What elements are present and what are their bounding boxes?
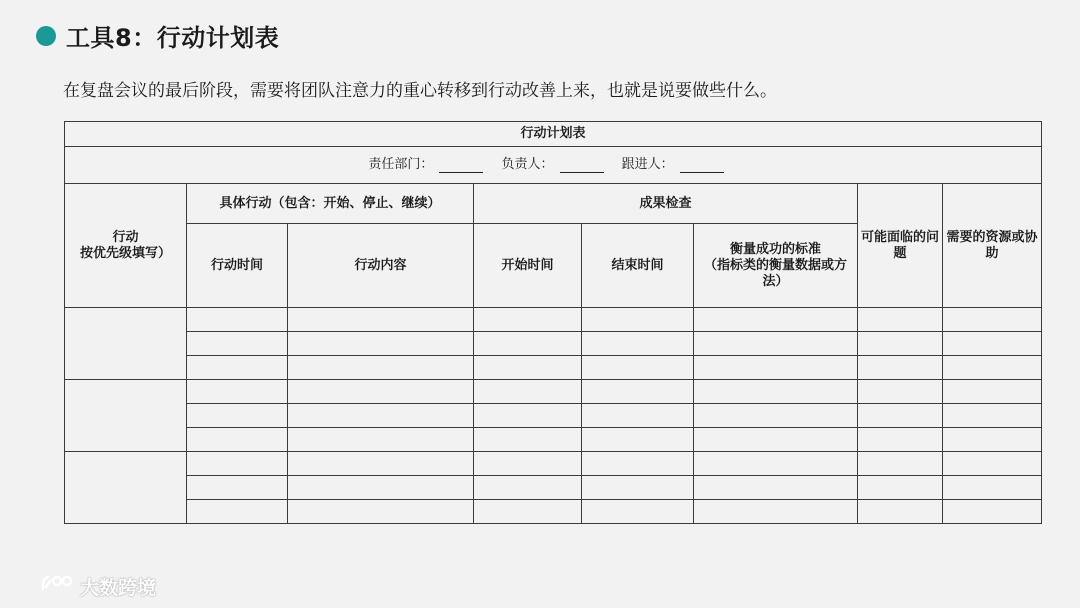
table-cell[interactable] — [187, 500, 288, 524]
table-title: 行动计划表 — [65, 122, 1042, 147]
watermark-text: 大数跨境 — [80, 577, 157, 599]
table-cell[interactable] — [582, 404, 694, 428]
bullet-dot-icon — [36, 26, 56, 46]
table-cell[interactable] — [187, 428, 288, 452]
table-cell[interactable] — [858, 308, 943, 332]
table-cell[interactable] — [694, 428, 858, 452]
table-cell[interactable] — [858, 356, 943, 380]
table-cell[interactable] — [288, 308, 474, 332]
table-cell[interactable] — [694, 476, 858, 500]
table-cell[interactable] — [943, 452, 1042, 476]
table-cell[interactable] — [943, 308, 1042, 332]
action-cell[interactable] — [65, 452, 187, 524]
table-cell[interactable] — [474, 476, 582, 500]
follower-label: 跟进人： — [621, 157, 674, 172]
table-cell[interactable] — [582, 332, 694, 356]
table-cell[interactable] — [694, 404, 858, 428]
owner-label: 负责人： — [501, 157, 554, 172]
table-cell[interactable] — [858, 404, 943, 428]
table-cell[interactable] — [187, 380, 288, 404]
table-cell[interactable] — [288, 428, 474, 452]
table-cell[interactable] — [582, 452, 694, 476]
table-cell[interactable] — [582, 428, 694, 452]
table-cell[interactable] — [474, 452, 582, 476]
table-cell[interactable] — [187, 404, 288, 428]
slide-title-row — [36, 18, 279, 53]
table-cell[interactable] — [582, 476, 694, 500]
action-plan-table — [64, 121, 1042, 524]
table-cell[interactable] — [858, 332, 943, 356]
header-action: 行动 按优先级填写） — [65, 184, 187, 308]
owner-blank[interactable] — [560, 172, 604, 173]
table-cell[interactable] — [474, 380, 582, 404]
table-cell[interactable] — [474, 332, 582, 356]
dept-blank[interactable] — [439, 172, 483, 173]
table-cell[interactable] — [943, 404, 1042, 428]
table-cell[interactable] — [474, 356, 582, 380]
slide-subtitle: 在复盘会议的最后阶段，需要将团队注意力的重心转移到行动改善上来，也就是说要做些什么。 — [63, 81, 777, 101]
table-cell[interactable] — [943, 332, 1042, 356]
header-end-time: 结束时间 — [582, 224, 694, 308]
table-cell[interactable] — [187, 476, 288, 500]
table-cell[interactable] — [474, 404, 582, 428]
table-cell[interactable] — [694, 308, 858, 332]
table-cell[interactable] — [943, 476, 1042, 500]
table-cell[interactable] — [943, 380, 1042, 404]
table-cell[interactable] — [288, 500, 474, 524]
header-result-check: 成果检查 — [474, 184, 858, 224]
table-cell[interactable] — [858, 500, 943, 524]
responsibility-row — [65, 147, 1042, 184]
table-cell[interactable] — [187, 332, 288, 356]
table-cell[interactable] — [187, 356, 288, 380]
table-cell[interactable] — [187, 452, 288, 476]
header-action-content: 行动内容 — [288, 224, 474, 308]
table-cell[interactable] — [858, 428, 943, 452]
action-cell[interactable] — [65, 380, 187, 452]
table-cell[interactable] — [187, 308, 288, 332]
table-cell[interactable] — [943, 500, 1042, 524]
table-cell[interactable] — [474, 428, 582, 452]
table-cell[interactable] — [694, 500, 858, 524]
table-cell[interactable] — [943, 356, 1042, 380]
table-cell[interactable] — [288, 476, 474, 500]
table-cell[interactable] — [858, 452, 943, 476]
header-success-standard: 衡量成功的标准 （指标类的衡量数据或方法） — [694, 224, 858, 308]
header-resources-needed: 需要的资源或协助 — [943, 184, 1042, 308]
action-cell[interactable] — [65, 308, 187, 380]
table-cell[interactable] — [694, 380, 858, 404]
table-cell[interactable] — [288, 332, 474, 356]
table-cell[interactable] — [582, 380, 694, 404]
table-cell[interactable] — [858, 380, 943, 404]
table-cell[interactable] — [694, 332, 858, 356]
table-cell[interactable] — [288, 356, 474, 380]
table-cell[interactable] — [288, 380, 474, 404]
table-cell[interactable] — [858, 476, 943, 500]
table-cell[interactable] — [694, 356, 858, 380]
table-cell[interactable] — [288, 404, 474, 428]
table-cell[interactable] — [582, 356, 694, 380]
table-cell[interactable] — [694, 452, 858, 476]
header-start-time: 开始时间 — [474, 224, 582, 308]
header-specific-action: 具体行动（包含：开始、停止、继续） — [187, 184, 474, 224]
table-cell[interactable] — [582, 308, 694, 332]
header-possible-problems: 可能面临的问题 — [858, 184, 943, 308]
table-cell[interactable] — [943, 428, 1042, 452]
table-cell[interactable] — [582, 500, 694, 524]
follower-blank[interactable] — [680, 172, 724, 173]
table-cell[interactable] — [474, 308, 582, 332]
watermark — [40, 573, 156, 600]
table-cell[interactable] — [474, 500, 582, 524]
slide-title: 工具8：行动计划表 — [66, 24, 280, 52]
dept-label: 责任部门： — [368, 157, 434, 172]
header-action-time: 行动时间 — [187, 224, 288, 308]
brand-logo-icon — [40, 573, 74, 600]
table-cell[interactable] — [288, 452, 474, 476]
